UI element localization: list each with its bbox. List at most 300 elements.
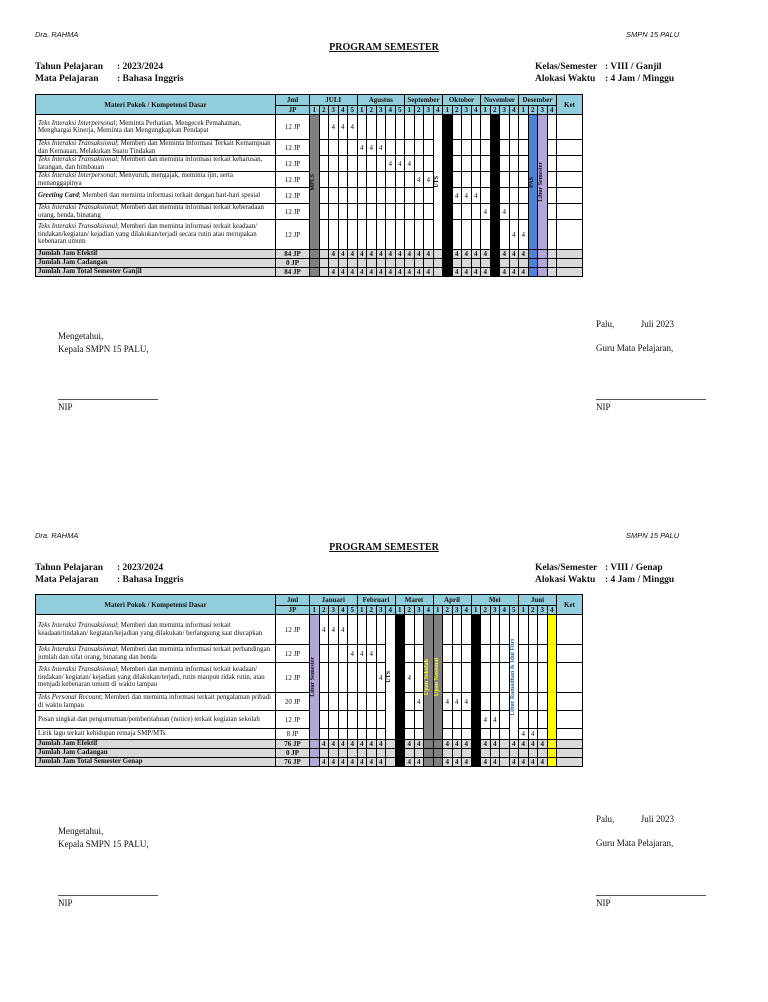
week-cell — [376, 115, 386, 140]
week-cell — [338, 156, 348, 172]
week-cell — [443, 729, 453, 740]
week-cell — [471, 172, 481, 188]
week-cell — [319, 172, 329, 188]
summary-cell: 4 — [367, 268, 377, 277]
summary-cell — [443, 259, 453, 268]
table-row — [36, 645, 583, 663]
week-cell: 4 — [338, 115, 348, 140]
summary-cell — [376, 749, 386, 758]
summary-cell: 4 — [509, 268, 519, 277]
week-cell — [386, 220, 396, 250]
nip-label: NIP — [58, 402, 73, 412]
summary-cell: 4 — [414, 740, 424, 749]
week-cell — [338, 645, 348, 663]
week-cell — [519, 188, 529, 204]
week-cell — [319, 140, 329, 156]
week-cell — [329, 188, 339, 204]
week-cell: 4 — [452, 693, 462, 711]
jp-cell: 12 JP — [276, 220, 310, 250]
week-cell — [519, 115, 529, 140]
week-cell — [519, 156, 529, 172]
week-cell — [357, 220, 367, 250]
week-cell — [319, 115, 329, 140]
week-number: 2 — [490, 106, 500, 115]
author-name: Dra. RAHMA — [35, 531, 79, 540]
week-cell: 4 — [348, 115, 358, 140]
week-cell — [519, 663, 529, 693]
week-cell — [376, 188, 386, 204]
sign-headmaster: Kepala SMPN 15 PALU, — [58, 839, 149, 849]
week-cell — [367, 220, 377, 250]
summary-cell — [414, 749, 424, 758]
materi-text: ; Memberi dan meminta informasi terkait keadaan/ tindakan/ kegiatan/ kejadian yang dilakukan/terjadi, rutin maupun tidak rutin, atau menjadi kebenaran umum di waktu lampau — [38, 666, 265, 689]
week-cell — [329, 645, 339, 663]
week-cell — [500, 729, 510, 740]
week-cell — [405, 693, 415, 711]
summary-cell: 4 — [357, 740, 367, 749]
week-cell — [348, 188, 358, 204]
week-cell: 4 — [405, 156, 415, 172]
ket-cell — [557, 172, 583, 188]
summary-cell — [433, 758, 443, 767]
summary-cell — [528, 259, 538, 268]
col-ket-header: Ket — [557, 595, 583, 615]
ket-cell — [557, 268, 583, 277]
week-cell — [414, 663, 424, 693]
summary-cell: 4 — [519, 740, 529, 749]
col-materi-header: Materi Pokok / Kompetensi Dasar — [36, 595, 276, 615]
semester-table-genap — [35, 594, 583, 767]
summary-cell — [481, 749, 491, 758]
week-number: 4 — [424, 606, 434, 615]
summary-cell — [395, 259, 405, 268]
week-cell — [424, 156, 434, 172]
week-cell — [538, 645, 548, 663]
summary-label: Jumlah Jam Total Semester Ganjil — [36, 268, 276, 277]
nip-label: NIP — [596, 402, 611, 412]
calendar-block-label: MPLS — [310, 173, 316, 191]
week-number: 2 — [528, 106, 538, 115]
summary-cell — [547, 758, 557, 767]
ket-cell — [557, 740, 583, 749]
summary-cell — [405, 749, 415, 758]
summary-cell: 4 — [329, 250, 339, 259]
jp-cell: 20 JP — [276, 693, 310, 711]
summary-jp: 0 JP — [276, 259, 310, 268]
summary-cell — [386, 740, 396, 749]
uts-label: UTS — [433, 176, 440, 188]
summary-cell: 4 — [405, 740, 415, 749]
week-cell — [357, 156, 367, 172]
ket-cell — [557, 140, 583, 156]
summary-cell — [395, 740, 405, 749]
week-cell: 4 — [462, 693, 472, 711]
table-row — [36, 156, 583, 172]
week-cell — [405, 711, 415, 729]
materi-type: Teks Interaksi Transaksional — [38, 646, 117, 654]
week-number: 2 — [443, 606, 453, 615]
materi-text: ; Memberi dan Meminta Informasi Terkait Kemampuan dan Kemauan, Melakukan Suatu Tindakan — [38, 140, 271, 155]
week-cell — [405, 615, 415, 645]
week-cell — [348, 729, 358, 740]
summary-cell — [462, 259, 472, 268]
week-cell — [462, 156, 472, 172]
summary-cell — [547, 250, 557, 259]
summary-cell — [338, 749, 348, 758]
materi-cell — [36, 711, 276, 729]
summary-cell — [490, 268, 500, 277]
materi-type: Teks Interaksi Transaksional — [38, 156, 117, 164]
summary-cell — [424, 740, 434, 749]
summary-cell: 4 — [452, 740, 462, 749]
week-cell — [462, 663, 472, 693]
sign-date: Juli 2023 — [640, 319, 675, 329]
month-header: Mei — [471, 595, 519, 606]
summary-cell — [462, 749, 472, 758]
week-cell — [405, 645, 415, 663]
materi-cell — [36, 204, 276, 220]
week-cell — [386, 188, 396, 204]
week-cell — [500, 220, 510, 250]
col-materi-header: Materi Pokok / Kompetensi Dasar — [36, 95, 276, 115]
summary-cell: 4 — [414, 268, 424, 277]
tahun-value: : 2023/2024 — [117, 563, 164, 573]
week-cell — [424, 115, 434, 140]
table-row — [36, 729, 583, 740]
summary-cell — [319, 259, 329, 268]
materi-text: ; Memberi dan meminta informasi terkait keharusan, larangan, dan himbauan — [38, 156, 263, 171]
week-cell — [490, 645, 500, 663]
summary-row — [36, 259, 583, 268]
week-cell — [443, 711, 453, 729]
calendar-block — [433, 615, 443, 740]
summary-cell: 4 — [348, 268, 358, 277]
week-cell — [414, 220, 424, 250]
jp-cell: 8 JP — [276, 729, 310, 740]
summary-cell: 4 — [471, 268, 481, 277]
summary-cell: 4 — [338, 250, 348, 259]
calendar-block-label: Libur Semester — [538, 162, 544, 202]
summary-cell: 4 — [471, 250, 481, 259]
week-cell — [367, 204, 377, 220]
week-number: 1 — [519, 106, 529, 115]
week-cell — [462, 140, 472, 156]
summary-cell — [471, 758, 481, 767]
sign-left-2 — [58, 825, 149, 851]
jp-cell: 12 JP — [276, 115, 310, 140]
summary-cell: 4 — [348, 250, 358, 259]
meta-right — [535, 61, 674, 85]
week-cell — [414, 140, 424, 156]
summary-cell: 4 — [462, 268, 472, 277]
week-cell: 4 — [319, 615, 329, 645]
col-ket-header: Ket — [557, 95, 583, 115]
table-row — [36, 663, 583, 693]
summary-cell — [538, 250, 548, 259]
week-number: 1 — [310, 106, 320, 115]
summary-row — [36, 749, 583, 758]
week-cell — [500, 693, 510, 711]
summary-cell — [319, 268, 329, 277]
sign-line — [58, 399, 158, 400]
summary-cell — [310, 749, 320, 758]
materi-type: Teks Interaksi Transaksional — [38, 223, 117, 231]
summary-cell — [538, 259, 548, 268]
tahun-value: : 2023/2024 — [117, 62, 164, 72]
week-cell — [338, 188, 348, 204]
sign-headmaster: Kepala SMPN 15 PALU, — [58, 344, 149, 354]
week-cell — [452, 663, 462, 693]
month-header: Desember — [519, 95, 557, 106]
col-jp-header: JP — [276, 106, 310, 115]
week-cell — [462, 645, 472, 663]
sign-place-date-1 — [596, 318, 674, 331]
sign-date: Juli 2023 — [640, 814, 675, 824]
holiday-cell — [509, 615, 519, 740]
summary-cell: 4 — [376, 250, 386, 259]
jp-cell: 12 JP — [276, 615, 310, 645]
uts-cell — [433, 115, 443, 250]
week-cell — [452, 204, 462, 220]
summary-cell — [500, 740, 510, 749]
week-cell — [481, 693, 491, 711]
alokasi-value: : 4 Jam / Minggu — [605, 74, 675, 84]
week-cell: 4 — [490, 711, 500, 729]
week-cell: 4 — [414, 172, 424, 188]
week-cell — [509, 115, 519, 140]
week-cell — [329, 220, 339, 250]
holiday-label: Libur Ramadhan & Idul Fitri — [509, 638, 516, 716]
calendar-block — [310, 615, 320, 740]
summary-cell: 4 — [519, 268, 529, 277]
week-cell — [481, 140, 491, 156]
summary-jp: 0 JP — [276, 749, 310, 758]
materi-type: Teks Interaksi Transaksional — [38, 204, 117, 212]
week-cell: 4 — [481, 204, 491, 220]
summary-cell: 4 — [481, 758, 491, 767]
nip-label: NIP — [596, 898, 611, 908]
week-cell — [414, 711, 424, 729]
ket-cell — [557, 758, 583, 767]
materi-text: ; Menyuruh, mengajak, meminta ijin, serta menanggapinya — [38, 172, 233, 187]
sign-line — [58, 895, 158, 896]
ket-cell — [557, 729, 583, 740]
week-cell — [348, 172, 358, 188]
summary-cell: 4 — [500, 250, 510, 259]
week-cell — [538, 729, 548, 740]
summary-cell — [490, 250, 500, 259]
summary-cell: 4 — [528, 758, 538, 767]
materi-text: ; Memberi dan meminta informasi terkait perbandingan jumlah dan sifat orang, binatang dan benda — [38, 646, 271, 661]
week-cell — [338, 663, 348, 693]
week-cell — [452, 729, 462, 740]
week-cell — [528, 663, 538, 693]
week-cell — [357, 204, 367, 220]
week-cell — [319, 693, 329, 711]
ket-cell — [557, 693, 583, 711]
table-row — [36, 115, 583, 140]
alokasi-label: Alokasi Waktu — [535, 74, 596, 84]
summary-cell: 4 — [519, 250, 529, 259]
summary-cell: 4 — [500, 268, 510, 277]
week-cell — [547, 115, 557, 140]
ket-cell — [557, 645, 583, 663]
summary-cell: 4 — [490, 758, 500, 767]
ket-cell — [557, 259, 583, 268]
week-cell — [395, 204, 405, 220]
week-cell — [319, 188, 329, 204]
week-cell — [357, 693, 367, 711]
week-cell — [376, 220, 386, 250]
summary-cell — [500, 758, 510, 767]
week-cell — [357, 729, 367, 740]
sign-place-date-2 — [596, 813, 674, 826]
summary-cell: 4 — [462, 740, 472, 749]
week-cell — [547, 220, 557, 250]
week-cell — [405, 204, 415, 220]
week-number: 2 — [452, 106, 462, 115]
materi-cell — [36, 172, 276, 188]
week-cell — [367, 172, 377, 188]
mapel-label: Mata Pelajaran — [35, 74, 99, 84]
week-cell — [424, 140, 434, 156]
week-cell — [329, 204, 339, 220]
week-cell — [319, 204, 329, 220]
week-number: 2 — [528, 606, 538, 615]
summary-cell: 4 — [386, 250, 396, 259]
week-cell — [414, 615, 424, 645]
week-number: 4 — [462, 606, 472, 615]
summary-cell: 4 — [319, 758, 329, 767]
calendar-block — [528, 115, 538, 250]
materi-text: Pesan singkat dan pengumuman/pemberitahuan (notice) terkait kegiatan sekolah — [38, 715, 260, 723]
week-cell — [367, 615, 377, 645]
week-cell — [414, 188, 424, 204]
summary-cell — [357, 259, 367, 268]
week-cell: 4 — [519, 729, 529, 740]
week-cell: 4 — [509, 220, 519, 250]
summary-cell — [348, 259, 358, 268]
summary-cell — [405, 259, 415, 268]
week-cell: 4 — [395, 156, 405, 172]
week-number: 2 — [405, 606, 415, 615]
summary-cell — [386, 749, 396, 758]
week-cell — [405, 140, 415, 156]
week-cell — [519, 645, 529, 663]
week-cell — [452, 172, 462, 188]
week-cell — [348, 156, 358, 172]
week-cell — [528, 693, 538, 711]
materi-type: Teks Interaksi Interpersonal — [38, 172, 116, 180]
week-cell — [414, 645, 424, 663]
summary-cell: 4 — [490, 740, 500, 749]
week-number: 4 — [386, 106, 396, 115]
week-cell — [376, 729, 386, 740]
week-cell — [395, 188, 405, 204]
materi-text: ; Memberi dan meminta informasi terkait keadaan/tindakan/ kegiatan/kejadian yang dilakukan/ berlangsung saat diucapkan — [38, 622, 263, 637]
week-cell — [452, 220, 462, 250]
summary-cell: 4 — [452, 268, 462, 277]
summary-cell — [433, 259, 443, 268]
summary-label: Jumlah Jam Efektif — [36, 740, 276, 749]
week-cell — [338, 140, 348, 156]
week-cell — [386, 115, 396, 140]
materi-cell — [36, 663, 276, 693]
week-number: 3 — [462, 106, 472, 115]
week-cell — [367, 693, 377, 711]
ket-cell — [557, 663, 583, 693]
materi-type: Teks Interaksi Transaksional — [38, 140, 117, 148]
week-cell — [348, 220, 358, 250]
week-number: 3 — [424, 106, 434, 115]
week-cell — [528, 615, 538, 645]
summary-cell — [310, 259, 320, 268]
week-number: 4 — [547, 106, 557, 115]
week-cell — [357, 663, 367, 693]
week-cell — [462, 172, 472, 188]
jp-cell: 12 JP — [276, 156, 310, 172]
week-cell — [500, 140, 510, 156]
week-cell — [471, 220, 481, 250]
week-cell — [519, 204, 529, 220]
meta-right — [535, 562, 674, 586]
summary-cell: 4 — [509, 758, 519, 767]
week-cell — [500, 615, 510, 645]
tahun-label: Tahun Pelajaran — [35, 563, 104, 573]
summary-cell — [538, 749, 548, 758]
summary-cell: 4 — [395, 250, 405, 259]
summary-cell — [433, 250, 443, 259]
week-cell — [376, 693, 386, 711]
week-cell — [481, 645, 491, 663]
week-cell — [338, 711, 348, 729]
materi-text: ; Memberi dan meminta informasi terkait keadaan/ tindakan/kegiatan/ kejadian yang dilakukan/terjadi secara rutin atau merupakan kebenaran umum — [38, 223, 258, 246]
week-cell — [319, 645, 329, 663]
week-cell — [319, 156, 329, 172]
week-cell — [500, 711, 510, 729]
week-number: 2 — [414, 106, 424, 115]
week-cell — [395, 140, 405, 156]
week-cell — [357, 188, 367, 204]
summary-cell — [329, 749, 339, 758]
week-cell — [376, 645, 386, 663]
week-cell — [405, 220, 415, 250]
sign-acknowledge: Mengetahui, — [58, 826, 104, 836]
summary-cell — [471, 749, 481, 758]
week-number: 4 — [338, 106, 348, 115]
materi-cell — [36, 115, 276, 140]
summary-cell: 4 — [452, 250, 462, 259]
calendar-block-label: Ujian Nasional — [433, 657, 440, 697]
week-number: 1 — [481, 106, 491, 115]
week-cell — [500, 188, 510, 204]
week-cell — [547, 140, 557, 156]
calendar-block — [310, 115, 320, 250]
week-cell — [481, 663, 491, 693]
ket-cell — [557, 204, 583, 220]
week-cell: 4 — [471, 188, 481, 204]
table-header-row — [36, 595, 583, 606]
summary-cell: 4 — [509, 250, 519, 259]
week-cell — [348, 140, 358, 156]
week-cell — [490, 729, 500, 740]
week-cell: 4 — [414, 693, 424, 711]
summary-cell: 4 — [414, 250, 424, 259]
week-number: 1 — [357, 106, 367, 115]
week-number: 2 — [481, 606, 491, 615]
sign-teacher-1: Guru Mata Pelajaran, — [596, 343, 674, 353]
summary-cell — [310, 740, 320, 749]
